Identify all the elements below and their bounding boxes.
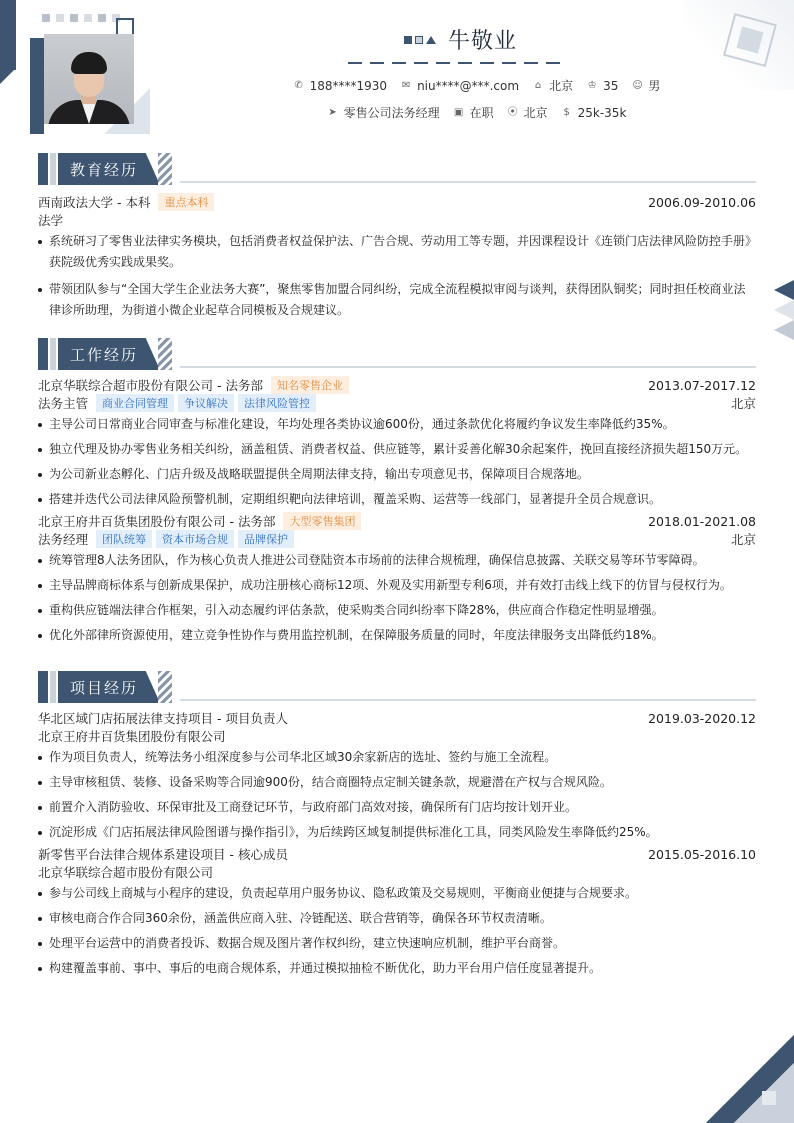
bottom-right-square	[762, 1091, 776, 1105]
candidate-name: 牛敬业	[448, 29, 518, 54]
list-item: 独立代理及协办零售业务相关纠纷，涵盖租赁、消费者权益、供应链等，累计妥善化解30余起案件，挽回直接经济损失超150万元。	[38, 439, 756, 460]
contact-city: ⌂ 北京	[534, 79, 574, 93]
section-header	[38, 671, 756, 703]
section-title: 教育经历	[70, 161, 139, 179]
list-item: 作为项目负责人，统筹法务小组深度参与公司华北区域30余家新店的选址、签约与施工全流程。	[38, 747, 756, 768]
side-arrow-light	[774, 300, 794, 320]
education-bullets	[38, 231, 756, 321]
briefcase-icon: ▣	[453, 106, 464, 118]
job-role-row	[38, 530, 756, 548]
corner-accent-bar	[0, 0, 16, 70]
list-item: 带领团队参与“全国大学生企业法务大赛”，聚焦零售加盟合同纠纷，完成全流程模拟审阅与谈判，获得团队铜奖；同时担任校商业法律诊所助理，为街道小微企业起草合同模板及合规建议。	[38, 279, 756, 321]
section-header	[38, 338, 756, 370]
company-name: 北京华联综合超市股份有限公司 - 法务部	[38, 378, 263, 393]
intent-salary: $ 25k-35k	[563, 105, 627, 120]
send-icon: ➤	[328, 106, 337, 118]
phone-icon: ✆	[294, 79, 303, 91]
project-company: 北京王府井百货集团股份有限公司	[38, 729, 226, 744]
skill-tag: 争议解决	[178, 394, 234, 412]
contact-email: ✉ niu****@***.com	[401, 78, 520, 93]
age-icon: ♔	[587, 79, 597, 91]
job-bullets	[38, 550, 756, 646]
section-header	[38, 153, 756, 185]
work-section	[38, 338, 756, 646]
name-row	[404, 24, 517, 55]
project-date: 2015.05-2016.10	[648, 846, 756, 862]
project-name: 华北区域门店拓展法律支持项目 - 项目负责人	[38, 711, 288, 726]
project-bullets	[38, 883, 756, 979]
education-date: 2006.09-2010.06	[648, 194, 756, 210]
decorative-squares	[42, 14, 120, 22]
major: 法学	[38, 213, 64, 228]
list-item: 统筹管理8人法务团队，作为核心负责人推进公司登陆资本市场前的法律合规梳理，确保信息披露、关联交易等环节零障碍。	[38, 550, 756, 571]
project-date: 2019.03-2020.12	[648, 710, 756, 726]
education-section	[38, 153, 756, 321]
job-entry-header	[38, 376, 756, 394]
list-item: 主导公司日常商业合同审查与标准化建设，年均处理各类协议逾600份，通过条款优化将履约争议发生率降低约35%。	[38, 414, 756, 435]
gender-icon: ☺	[632, 79, 643, 91]
skill-tag: 商业合同管理	[96, 394, 174, 412]
contact-gender: ☺ 男	[632, 79, 661, 93]
school-name: 西南政法大学 - 本科	[38, 195, 151, 210]
project-name: 新零售平台法律合规体系建设项目 - 核心成员	[38, 847, 288, 862]
job-city: 北京	[730, 396, 756, 411]
list-item: 重构供应链端法律合作框架，引入动态履约评估条款，使采购类合同纠纷率下降28%，供应商合作稳定性明显增强。	[38, 600, 756, 621]
name-underline	[348, 62, 564, 64]
list-item: 为公司新业态孵化、门店升级及战略联盟提供全周期法律支持，输出专项意见书，保障项目合规落地。	[38, 464, 756, 485]
company-tag: 知名零售企业	[271, 376, 349, 394]
section-title: 工作经历	[70, 346, 139, 364]
job-entry-header	[38, 512, 756, 530]
list-item: 沉淀形成《门店拓展法律风险图谱与操作指引》，为后续跨区域复制提供标准化工具，同类风险发生率降低约25%。	[38, 822, 756, 843]
company-name: 北京王府井百货集团股份有限公司 - 法务部	[38, 514, 276, 529]
education-entry-header	[38, 193, 756, 211]
skill-tag: 品牌保护	[238, 530, 294, 548]
location-pin-icon: ⦿	[507, 106, 518, 118]
list-item: 处理平台运营中的消费者投诉、数据合规及图片著作权纠纷，建立快速响应机制，维护平台商誉。	[38, 933, 756, 954]
intent-status: ▣ 在职	[453, 106, 494, 120]
salary-icon: $	[563, 106, 570, 118]
list-item: 搭建并迭代公司法律风险预警机制，定期组织靶向法律培训，覆盖采购、运营等一线部门，显著提升全员合规意识。	[38, 489, 756, 510]
job-role: 法务主管	[38, 396, 89, 411]
job-city: 北京	[730, 532, 756, 547]
project-company: 北京华联综合超市股份有限公司	[38, 865, 214, 880]
list-item: 主导品牌商标体系与创新成果保护，成功注册核心商标12项、外观及实用新型专利6项，并有效打击线上线下的仿冒与侵权行为。	[38, 575, 756, 596]
list-item: 系统研习了零售业法律实务模块，包括消费者权益保护法、广告合规、劳动用工等专题，并因课程设计《连锁门店法律风险防控手册》获院级优秀实践成果奖。	[38, 231, 756, 273]
job-role: 法务经理	[38, 532, 89, 547]
side-arrow-dark	[774, 280, 794, 300]
list-item: 参与公司线上商城与小程序的建设，负责起草用户服务协议、隐私政策及交易规则，平衡商业便捷与合规要求。	[38, 883, 756, 904]
section-title: 项目经历	[70, 679, 139, 697]
project-entry-header	[38, 709, 756, 727]
job-intent-line	[0, 104, 794, 121]
project-entry-header	[38, 845, 756, 863]
school-tag: 重点本科	[158, 193, 214, 211]
skill-tag: 团队统筹	[96, 530, 152, 548]
project-section	[38, 671, 756, 979]
list-item: 审核电商合作合同360余份，涵盖供应商入驻、冷链配送、联合营销等，确保各环节权责清晰。	[38, 908, 756, 929]
skill-tag: 法律风险管控	[238, 394, 316, 412]
list-item: 构建覆盖事前、事中、事后的电商合规体系，并通过模拟抽检不断优化，助力平台用户信任度显著提升。	[38, 958, 756, 979]
job-bullets	[38, 414, 756, 510]
skill-tag: 资本市场合规	[156, 530, 234, 548]
intent-city: ⦿ 北京	[507, 106, 548, 120]
contact-age: ♔ 35	[587, 78, 619, 93]
project-bullets	[38, 747, 756, 843]
home-icon: ⌂	[534, 79, 542, 91]
side-arrow-mid	[774, 320, 794, 340]
intent-position: ➤ 零售公司法务经理	[328, 106, 440, 120]
contact-info-line	[0, 77, 794, 94]
list-item: 前置介入消防验收、环保审批及工商登记环节，与政府部门高效对接，确保所有门店均按计划开业。	[38, 797, 756, 818]
mail-icon: ✉	[401, 79, 411, 91]
job-date: 2018.01-2021.08	[648, 513, 756, 529]
name-mark-icon	[404, 36, 436, 44]
contact-phone: ✆ 188****1930	[294, 78, 388, 93]
job-date: 2013.07-2017.12	[648, 377, 756, 393]
list-item: 优化外部律所资源使用，建立竞争性协作与费用监控机制，在保障服务质量的同时，年度法律服务支出降低约18%。	[38, 625, 756, 646]
job-role-row	[38, 394, 756, 412]
company-tag: 大型零售集团	[283, 512, 361, 530]
list-item: 主导审核租赁、装修、设备采购等合同逾900份，结合商圈特点定制关键条款，规避潜在产权与合规风险。	[38, 772, 756, 793]
